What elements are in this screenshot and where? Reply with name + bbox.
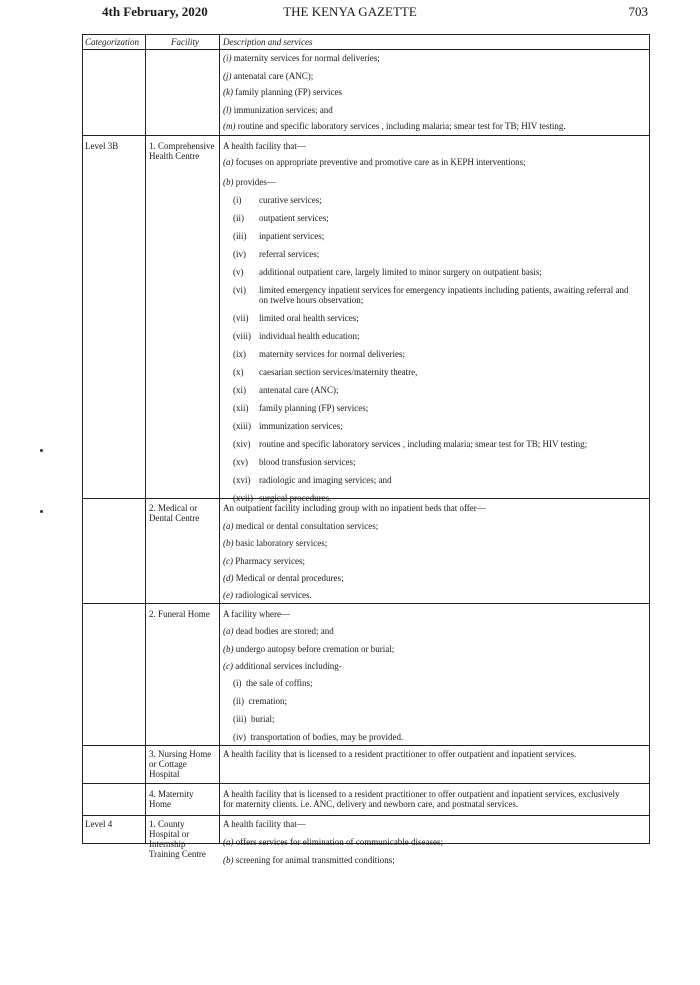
list-item: (b) screening for animal transmitted conditions; [223,855,395,865]
list-item: (m) routine and specific laboratory services , including malaria; smear test for TB; HIV testing. [223,121,566,131]
facility-name: Home [149,799,171,809]
list-item: (vi) limited emergency inpatient services for emergency inpatients including patients, awaiting referral and [233,285,629,295]
facility-table [82,34,650,865]
list-item: (ii) cremation; [233,696,287,706]
facility-name: 3. Nursing Home [149,749,212,759]
category-label: Level 4 [85,819,113,829]
scan-speck [40,510,43,513]
list-item: (i) maternity services for normal deliveries; [223,53,380,63]
list-item: (xi) antenatal care (ANC); [233,385,339,395]
list-item: (a) dead bodies are stored; and [223,626,334,636]
list-item: (xvii) surgical procedures. [233,493,332,503]
facility-name: 1. Comprehensive [149,141,215,151]
list-item: (iii) burial; [233,714,275,724]
scan-speck [40,449,43,452]
list-item: (iv) referral services; [233,249,320,259]
list-item: (a) medical or dental consultation services; [223,521,379,531]
row-divider [83,603,649,604]
category-label: Level 3B [85,141,119,151]
facility-name: Training Centre [149,849,206,859]
facility-name: 4. Maternity [149,789,194,799]
facility-name: Hospital or [149,829,190,839]
list-item: (ii) outpatient services; [233,213,329,223]
list-item: (i) the sale of coffins; [233,678,313,688]
list-item: (d) Medical or dental procedures; [223,573,344,583]
row-divider [83,135,649,136]
list-item: (viii) individual health education; [233,331,360,341]
facility-name: or Cottage [149,759,187,769]
row-divider [83,745,649,746]
list-item: (ix) maternity services for normal deliveries; [233,349,405,359]
list-item: (i) curative services; [233,195,322,205]
row-divider [83,49,649,50]
row-divider [83,783,649,784]
column-header-facility: Facility [171,37,199,47]
column-header-categorization: Categorization [85,37,140,47]
column-header-description: Description and services [223,37,313,47]
list-item: (xiii) immunization services; [233,421,343,431]
list-item: (b) undergo autopsy before cremation or burial; [223,644,395,654]
list-item: (vii) limited oral health services; [233,313,359,323]
list-item: (a) offers services for elimination of communicable diseases; [223,837,444,847]
list-item: (c) additional services including- [223,661,342,671]
list-item: (j) antenatal care (ANC); [223,71,314,81]
description-text: A health facility that is licensed to a resident practitioner to offer outpatient and inpatient services, exclusively [223,789,620,799]
row-divider [83,815,649,816]
list-item: (a) focuses on appropriate preventive and promotive care as in KEPH interventions; [223,157,526,167]
column-divider [219,35,220,843]
description-intro: A facility where— [223,609,290,619]
list-item: (v) additional outpatient care, largely limited to minor surgery on outpatient basis; [233,267,542,277]
list-item: (e) radiological services. [223,590,312,600]
list-item-continuation: on twelve hours observation; [259,295,364,305]
description-intro: An outpatient facility including group with no inpatient beds that offer— [223,503,486,513]
facility-name: 2. Funeral Home [149,609,210,619]
list-item: (b) basic laboratory services; [223,538,328,548]
facility-name: Hospital [149,769,180,779]
description-intro: A health facility that— [223,141,306,151]
list-item: (l) immunization services; and [223,105,333,115]
description-text: for maternity clients. i.e. ANC, delivery and newborn care, and postnatal services. [223,799,519,809]
list-item: (b) provides— [223,177,276,187]
list-item: (xvi) radiologic and imaging services; and [233,475,392,485]
facility-name: 1. County [149,819,185,829]
page-number: 703 [628,4,648,19]
facility-name: 2. Medical or [149,503,198,513]
list-item: (xv) blood transfusion services; [233,457,356,467]
row-divider [83,498,649,499]
column-divider [145,35,146,843]
list-item: (x) caesarian section services/maternity theatre, [233,367,418,377]
description-intro: A health facility that— [223,819,306,829]
description-text: A health facility that is licensed to a resident practitioner to offer outpatient and inpatient services. [223,749,577,759]
list-item: (k) family planning (FP) services [223,87,342,97]
page-header [0,0,700,24]
facility-name: Health Centre [149,151,200,161]
list-item: (xiv) routine and specific laboratory services , including malaria; smear test for TB; HIV testing; [233,439,588,449]
list-item: (iv) transportation of bodies, may be provided. [233,732,404,742]
facility-name: Internship [149,839,186,849]
list-item: (xii) family planning (FP) services; [233,403,369,413]
list-item: (iii) inpatient services; [233,231,325,241]
header-title: THE KENYA GAZETTE [283,4,417,19]
header-date: 4th February, 2020 [102,4,208,19]
list-item: (c) Pharmacy services; [223,556,305,566]
facility-name: Dental Centre [149,513,200,523]
